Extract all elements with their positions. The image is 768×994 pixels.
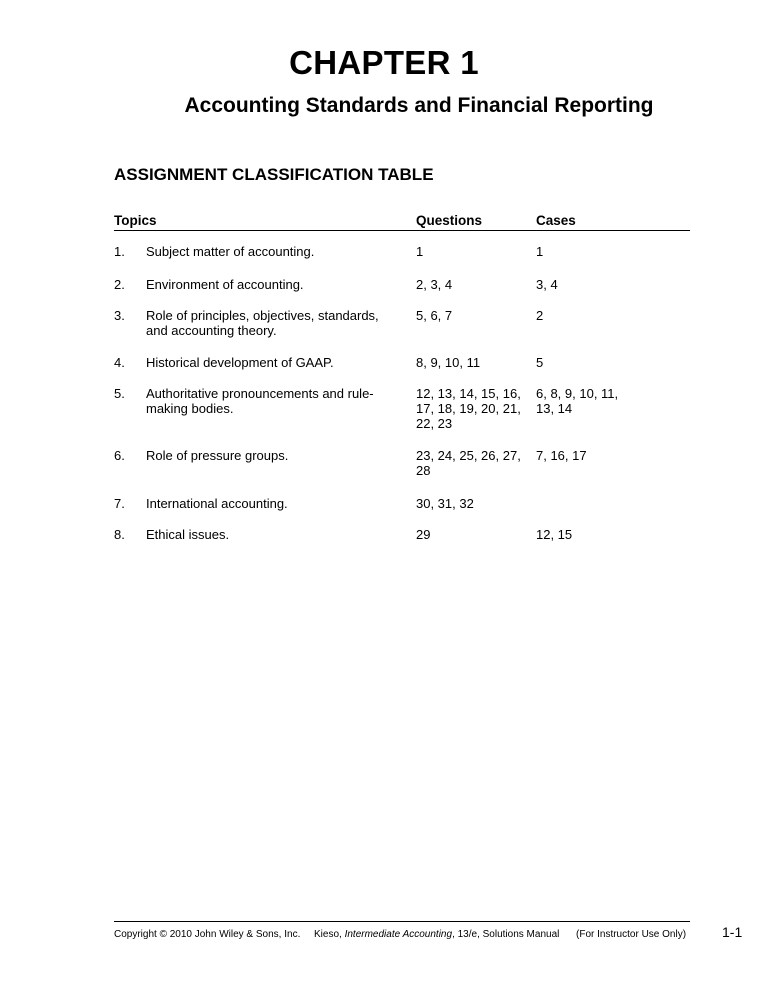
- column-header-questions: Questions: [416, 213, 483, 228]
- row-questions: 23, 24, 25, 26, 27, 28: [416, 448, 521, 478]
- row-number: 2.: [114, 277, 125, 292]
- page-footer: [114, 921, 690, 942]
- row-cases: 3, 4: [536, 277, 558, 292]
- row-questions: 30, 31, 32: [416, 496, 474, 511]
- row-topic: Authoritative pronouncements and rule-making bodies.: [146, 386, 374, 416]
- row-number: 6.: [114, 448, 125, 463]
- row-number: 5.: [114, 386, 125, 401]
- row-number: 3.: [114, 308, 125, 323]
- footer-copyright: Copyright © 2010 John Wiley & Sons, Inc.: [114, 929, 301, 940]
- row-topic: Historical development of GAAP.: [146, 355, 334, 370]
- row-cases: 2: [536, 308, 544, 323]
- row-questions: 5, 6, 7: [416, 308, 453, 323]
- footer-book-edition: , 13/e, Solutions Manual: [452, 929, 560, 940]
- row-topic: Role of principles, objectives, standards, and accounting theory.: [146, 308, 379, 338]
- row-number: 7.: [114, 496, 125, 511]
- footer-book-title: Intermediate Accounting: [344, 929, 453, 940]
- row-topic: Ethical issues.: [146, 527, 230, 542]
- row-topic: International accounting.: [146, 496, 288, 511]
- chapter-subtitle: Accounting Standards and Financial Reporting: [184, 94, 654, 117]
- footer-book-author: Kieso,: [314, 929, 342, 940]
- row-number: 4.: [114, 355, 125, 370]
- row-number: 8.: [114, 527, 125, 542]
- row-number: 1.: [114, 244, 125, 259]
- row-questions: 2, 3, 4: [416, 277, 453, 292]
- row-cases: 7, 16, 17: [536, 448, 587, 463]
- row-cases: 5: [536, 355, 544, 370]
- row-questions: 29: [416, 527, 431, 542]
- row-questions: 1: [416, 244, 424, 259]
- row-questions: 8, 9, 10, 11: [416, 355, 481, 370]
- row-questions: 12, 13, 14, 15, 16, 17, 18, 19, 20, 21, 22, 23: [416, 386, 521, 431]
- chapter-title: CHAPTER 1: [289, 44, 479, 81]
- row-cases: 12, 15: [536, 527, 573, 542]
- page-number: 1-1: [722, 924, 743, 940]
- row-cases: 1: [536, 244, 544, 259]
- table-header: [114, 212, 690, 231]
- column-header-cases: Cases: [536, 213, 576, 228]
- row-topic: Role of pressure groups.: [146, 448, 289, 463]
- column-header-topics: Topics: [114, 213, 157, 228]
- row-cases: 6, 8, 9, 10, 11, 13, 14: [536, 386, 619, 416]
- row-topic: Subject matter of accounting.: [146, 244, 315, 259]
- footer-instructor-note: (For Instructor Use Only): [576, 929, 687, 940]
- footer-book-reference: [314, 929, 559, 940]
- section-heading: ASSIGNMENT CLASSIFICATION TABLE: [114, 165, 434, 184]
- row-topic: Environment of accounting.: [146, 277, 304, 292]
